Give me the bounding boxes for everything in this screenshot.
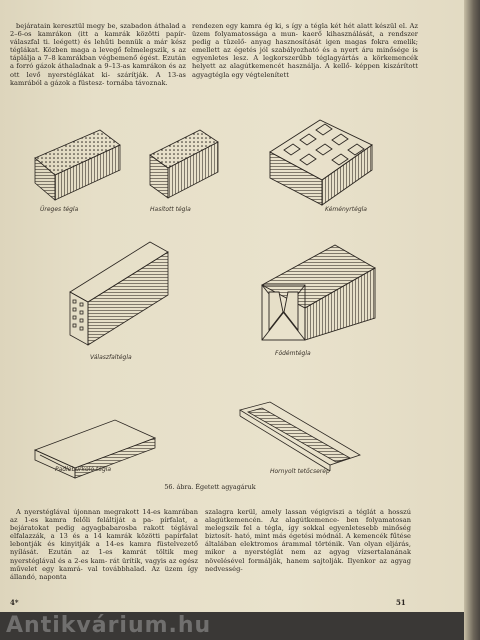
text-column-bottom-left: A nyerstéglával újonnan megrakott 14-es kamrában az 1-es kamra felőli feláltiját a pa- pírfalat, a bejáratokat pedig agyagbabarosba rakott téglával elfalazzák, a 13 és a 14 kamrák közötti papírfalat lebontják és kinyitják a 14-es kamra füstelvezető nyílását. Ezután az 1-es kamrát töltik meg nyerstéglával és a 2-es kam- rát ürítik, vagyis az egész művelet egy kamrá- val továbbhalad. Az üzem így állandó, naponta (10, 508, 198, 581)
floor-block-drawing (262, 245, 375, 340)
text-column-top-left: bejáratain keresztül megy be, szabadon áthalad a 2–6-os kamrákon (itt a kamrák közötti papír- válaszfal ti. leégett) és lehűti bennük a már kész téglákat. Közben maga a levegő felmelegszik, s az táplálja a 7–8 kamrákban végbemenő égést. Ezután a forró gázok áthaladnak a 9–13-as kamrákon és az ott levő nyerstéglákat ki- szárítják. A 13-as kamrából a gázok a füstesz- tornába távoznak. (10, 22, 186, 87)
text-column-bottom-right: szalagra kerül, amely lassan végigviszi a téglát a hosszú alagútkemencén. Az alagútkemence- ben folyamatosan melegszik fel a tégla, így sokkal egyenletesebb minőség biztosít- ható, mint más égetési módnál. A kemencék fűtése általában elektromos árammal történik. Van olyan eljárás, mikor a nyerstéglát nem az agyag vízsertalanának növelésével formálják, hanem sajtolják. Ilyenkor az agyag nedvesség- (205, 508, 411, 573)
watermark: Antikvárium.hu (6, 613, 212, 638)
figure-caption: 56. ábra. Égetett agyagáruk (164, 483, 256, 491)
signature-mark: 4* (10, 598, 19, 607)
label-partition-tile: Válaszfaltégla (90, 354, 132, 361)
label-perforated-brick: Üreges tégla (40, 206, 79, 213)
partition-tile-drawing (70, 242, 168, 345)
label-split-brick: Hasított tégla (150, 206, 191, 213)
label-flooring-tile: Padlóburkoló tégla (55, 466, 112, 473)
label-floor-block: Födémtégla (275, 350, 311, 357)
label-chimney-block: Kéményrtégla (325, 206, 367, 213)
page-number: 51 (396, 598, 406, 607)
chimney-block-drawing (270, 120, 372, 205)
split-brick-drawing (150, 130, 218, 198)
book-edge-shadow (464, 0, 480, 640)
roof-tile-drawing (240, 402, 360, 471)
text-column-top-right: rendezen egy kamra ég ki, s így a tégla két hét alatt készül el. Az üzem folyamatossága a mun- kaerő kihasználását, a rendszer pedig a tüzelő- anyag hasznosítását igen magas fokra emelik; emellett az égetés jól szabályozható és a nyert áru minősége is egyenletes lesz. A legkorszerűbb téglagyártás a körkemencék helyett az alagútkemencét használja. A kellő- képpen kiszárított agyagtégla egy végtelenített (192, 22, 418, 79)
label-roof-tile: Hornyolt tetőcserép (270, 468, 330, 475)
perforated-brick-drawing (35, 130, 120, 200)
